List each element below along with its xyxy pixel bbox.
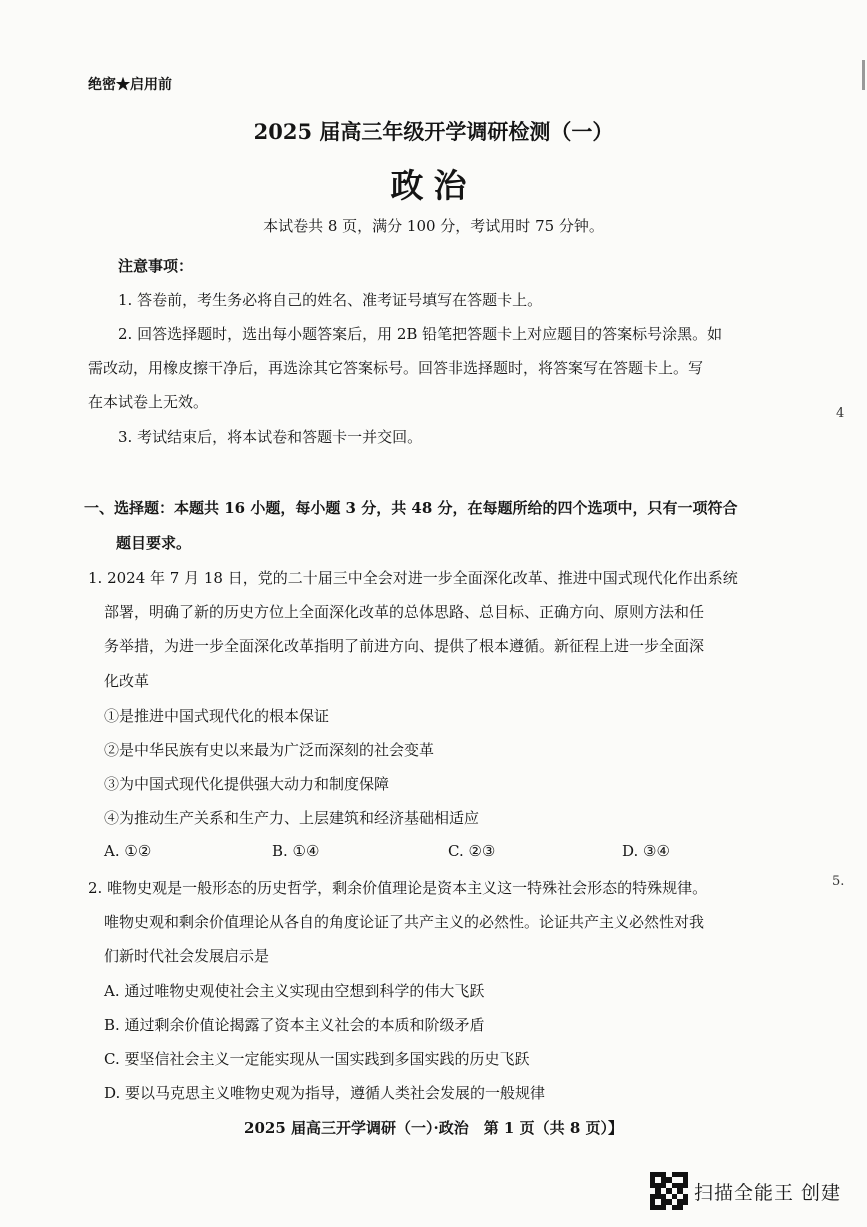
section-1-heading: 一、选择题：本题共 16 小题，每小题 3 分，共 48 分，在每题所给的四个选项中，只有一项符合 xyxy=(84,499,738,517)
q2-stem-line-2: 唯物史观和剩余价值理论从各自的角度论证了共产主义的必然性。论证共产主义必然性对我 xyxy=(104,913,705,931)
q2-option-b: B. 通过剩余价值论揭露了资本主义社会的本质和阶级矛盾 xyxy=(104,1016,485,1034)
notice-item-2-line-3: 在本试卷上无效。 xyxy=(88,393,209,411)
q1-stem-line-2: 部署，明确了新的历史方位上全面深化改革的总体思路、总目标、正确方向、原则方法和任 xyxy=(104,603,705,621)
q2-stem-line-1: 2. 唯物史观是一般形态的历史哲学，剩余价值理论是资本主义这一特殊社会形态的特殊规律。 xyxy=(88,879,708,897)
subject-title: 政治 xyxy=(390,166,477,205)
q1-option-c: C. ②③ xyxy=(448,842,496,860)
margin-mark-bottom: 5. xyxy=(832,874,845,889)
secret-label: 绝密★启用前 xyxy=(88,77,172,93)
q2-option-c: C. 要坚信社会主义一定能实现从一国实践到多国实践的历史飞跃 xyxy=(104,1050,530,1068)
notice-item-2-line-1: 2. 回答选择题时，选出每小题答案后，用 2B 铅笔把答题卡上对应题目的答案标号涂黑。如 xyxy=(118,325,723,343)
q1-stem-line-1: 1. 2024 年 7 月 18 日，党的二十届三中全会对进一步全面深化改革、推进中国式现代化作出系统 xyxy=(88,569,738,587)
q2-option-d: D. 要以马克思主义唯物史观为指导，遵循人类社会发展的一般规律 xyxy=(104,1084,546,1102)
qr-code-icon xyxy=(650,1172,688,1210)
notice-item-3: 3. 考试结束后，将本试卷和答题卡一并交回。 xyxy=(118,428,423,446)
notice-item-1: 1. 答卷前，考生务必将自己的姓名、准考证号填写在答题卡上。 xyxy=(118,291,543,309)
exam-info: 本试卷共 8 页，满分 100 分，考试用时 75 分钟。 xyxy=(263,217,604,235)
notice-heading: 注意事项： xyxy=(118,257,194,275)
q2-stem-line-3: 们新时代社会发展启示是 xyxy=(104,947,270,965)
q1-option-d: D. ③④ xyxy=(622,842,670,860)
q1-option-b: B. ①④ xyxy=(272,842,320,860)
q1-statement-4: ④为推动生产关系和生产力、上层建筑和经济基础相适应 xyxy=(104,809,480,827)
margin-mark-top: 4 xyxy=(836,406,845,421)
q1-statement-3: ③为中国式现代化提供强大动力和制度保障 xyxy=(104,775,390,793)
q2-option-a: A. 通过唯物史观使社会主义实现由空想到科学的伟大飞跃 xyxy=(104,982,485,1000)
q1-option-a: A. ①② xyxy=(104,842,152,860)
scanner-watermark-text: 扫描全能王 创建 xyxy=(694,1181,842,1204)
scanner-watermark xyxy=(650,1172,841,1210)
section-1-heading-cont: 题目要求。 xyxy=(116,534,192,552)
q1-stem-line-3: 务举措，为进一步全面深化改革指明了前进方向、提供了根本遵循。新征程上进一步全面深 xyxy=(104,637,705,655)
page-footer: 2025 届高三开学调研（一）·政治 第 1 页（共 8 页）】 xyxy=(244,1119,623,1137)
exam-title: 2025 届高三年级开学调研检测（一） xyxy=(253,119,614,144)
edge-line xyxy=(862,60,865,90)
notice-item-2-line-2: 需改动，用橡皮擦干净后，再选涂其它答案标号。回答非选择题时，将答案写在答题卡上。写 xyxy=(88,359,704,377)
q1-stem-line-4: 化改革 xyxy=(104,672,150,690)
q1-statement-1: ①是推进中国式现代化的根本保证 xyxy=(104,707,330,725)
q1-statement-2: ②是中华民族有史以来最为广泛而深刻的社会变革 xyxy=(104,741,435,759)
